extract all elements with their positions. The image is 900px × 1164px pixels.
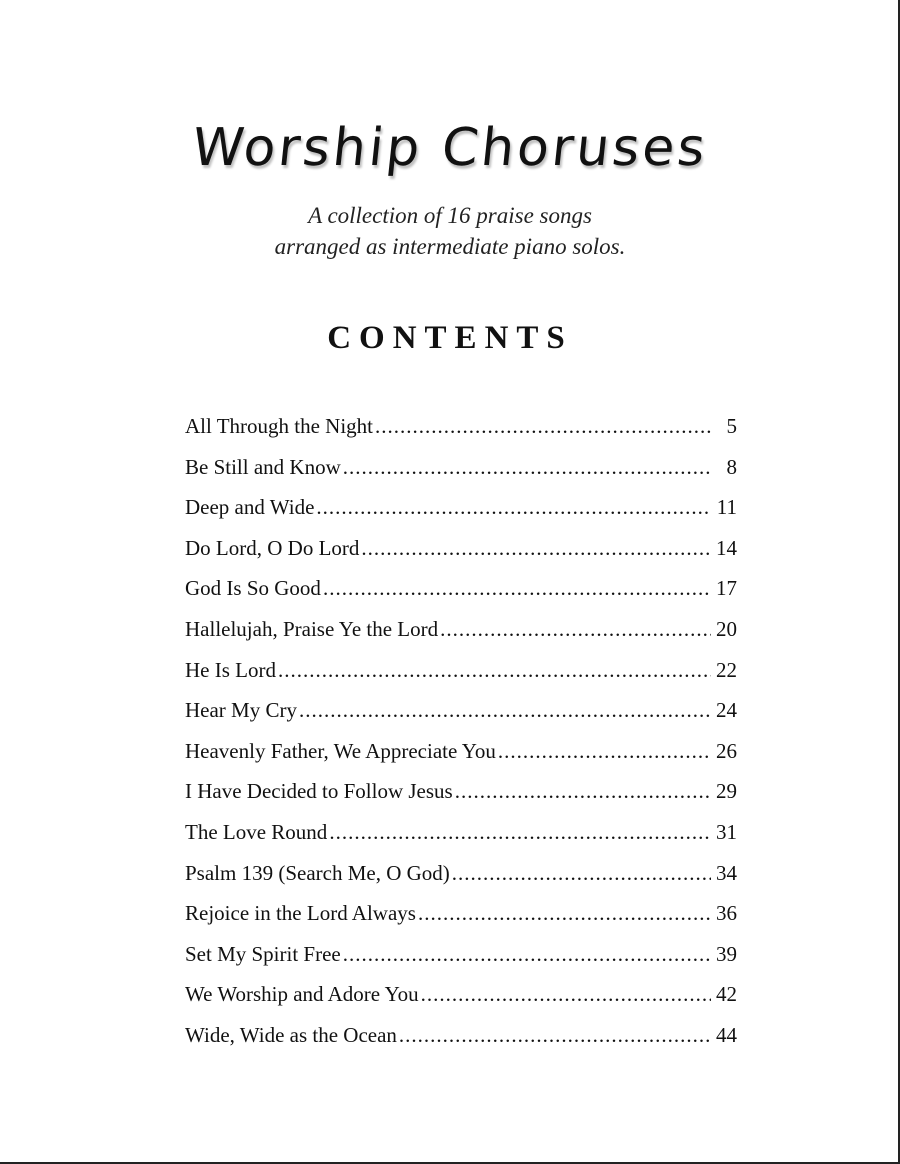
toc-entry — [185, 536, 737, 577]
toc-dot-leader — [455, 779, 711, 804]
toc-entry — [185, 861, 737, 902]
toc-entry-page: 8 — [726, 454, 737, 479]
toc-entry — [185, 617, 737, 658]
toc-entry-title: Psalm 139 (Search Me, O God) — [185, 860, 450, 885]
toc-entry-page: 36 — [716, 901, 737, 926]
toc-dot-leader — [375, 414, 711, 439]
toc-dot-leader — [343, 942, 711, 967]
toc-dot-leader — [343, 455, 711, 480]
subtitle-line-2: arranged as intermediate piano solos. — [274, 234, 626, 259]
toc-entry-page: 29 — [716, 779, 737, 804]
toc-dot-leader — [278, 658, 711, 683]
toc-dot-leader — [316, 495, 711, 520]
toc-entry-title: Hear My Cry — [185, 698, 297, 723]
toc-entry-title: Be Still and Know — [185, 454, 341, 479]
toc-entry-page: 17 — [716, 576, 737, 601]
toc-entry — [185, 658, 737, 699]
toc-entry — [185, 779, 737, 820]
toc-entry — [185, 576, 737, 617]
toc-entry — [185, 982, 737, 1023]
contents-heading: CONTENTS — [327, 320, 573, 356]
toc-entry-title: Set My Spirit Free — [185, 941, 341, 966]
toc-entry-page: 14 — [716, 535, 737, 560]
toc-entry-title: Do Lord, O Do Lord — [185, 535, 360, 560]
toc-entry-page: 42 — [716, 982, 737, 1007]
toc-entry-page: 34 — [716, 860, 737, 885]
toc-entry-page: 5 — [726, 414, 737, 438]
toc-dot-leader — [361, 536, 711, 561]
toc-dot-leader — [329, 820, 711, 845]
toc-entry-title: Wide, Wide as the Ocean — [185, 1022, 397, 1047]
toc-entry-title: God Is So Good — [185, 576, 321, 601]
book-subtitle — [0, 200, 900, 262]
toc-entry-title: He Is Lord — [185, 657, 276, 682]
table-of-contents — [185, 414, 737, 1064]
subtitle-line-1: A collection of 16 praise songs — [308, 203, 592, 228]
toc-entry-title: Rejoice in the Lord Always — [185, 901, 416, 926]
toc-entry-title: All Through the Night — [185, 414, 374, 438]
toc-entry-title: We Worship and Adore You — [185, 982, 419, 1007]
toc-dot-leader — [421, 982, 711, 1007]
toc-entry-title: Deep and Wide — [185, 495, 315, 520]
toc-entry — [185, 901, 737, 942]
toc-entry — [185, 495, 737, 536]
toc-dot-leader — [299, 698, 711, 723]
toc-entry-page: 31 — [716, 819, 737, 844]
toc-entry — [185, 414, 737, 455]
toc-dot-leader — [323, 576, 711, 601]
toc-dot-leader — [399, 1023, 711, 1048]
toc-dot-leader — [440, 617, 711, 642]
toc-entry — [185, 739, 737, 780]
toc-entry-title: I Have Decided to Follow Jesus — [185, 779, 453, 804]
toc-entry-title: Heavenly Father, We Appreciate You — [185, 738, 496, 763]
toc-entry-page: 22 — [716, 657, 737, 682]
toc-entry-page: 20 — [716, 616, 737, 641]
book-title: Worship Choruses — [189, 118, 711, 178]
toc-entry — [185, 942, 737, 983]
toc-entry-page: 11 — [716, 495, 737, 520]
toc-entry — [185, 820, 737, 861]
toc-dot-leader — [418, 901, 711, 926]
toc-entry-page: 24 — [716, 698, 737, 723]
toc-entry-title: The Love Round — [185, 819, 328, 844]
toc-entry-page: 26 — [716, 738, 737, 763]
toc-entry-page: 39 — [716, 941, 737, 966]
toc-dot-leader — [452, 861, 711, 886]
toc-entry — [185, 1023, 737, 1064]
toc-entry — [185, 698, 737, 739]
toc-entry-title: Hallelujah, Praise Ye the Lord — [185, 616, 439, 641]
toc-entry-page: 44 — [716, 1022, 737, 1047]
toc-dot-leader — [498, 739, 711, 764]
toc-entry — [185, 455, 737, 496]
